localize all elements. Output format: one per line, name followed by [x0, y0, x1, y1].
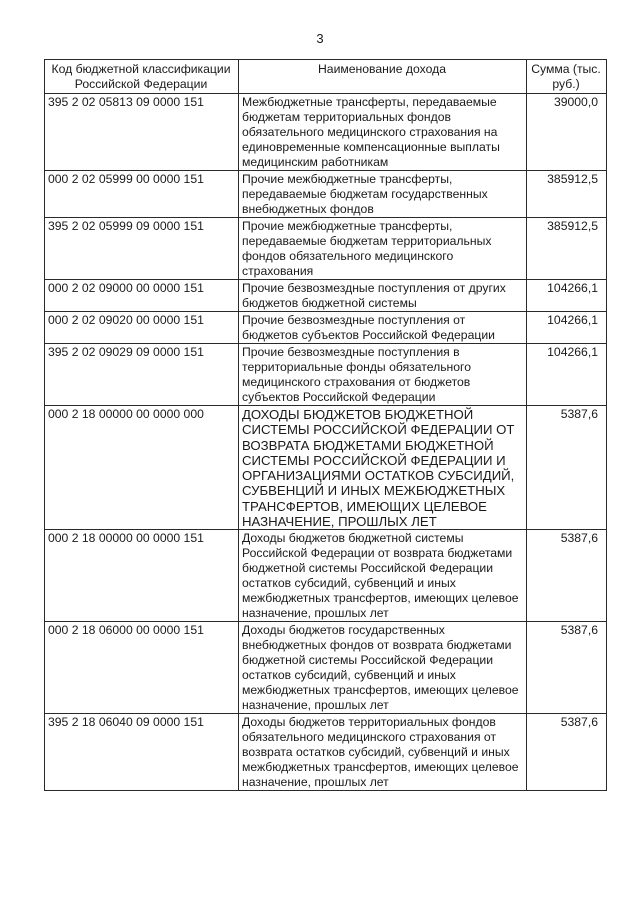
row-name: Прочие межбюджетные трансферты, передаваемые бюджетам территориальных фондов обязательного медицинского страхования	[239, 218, 527, 280]
row-code: 000 2 02 05999 00 0000 151	[45, 171, 239, 218]
row-name: Прочие межбюджетные трансферты, передаваемые бюджетам государственных внебюджетных фондов	[239, 171, 527, 218]
table-row	[45, 218, 607, 280]
table-row	[45, 344, 607, 406]
table-row	[45, 171, 607, 218]
row-name: Прочие безвозмездные поступления от других бюджетов бюджетной системы	[239, 280, 527, 312]
row-amount: 385912,5	[527, 218, 607, 280]
row-amount: 5387,6	[527, 406, 607, 530]
table-row	[45, 280, 607, 312]
row-name: Доходы бюджетов территориальных фондов обязательного медицинского страхования от возврата остатков субсидий, субвенций и иных межбюджетных трансфертов, имеющих целевое назначение, прошлых лет	[239, 714, 527, 791]
header-amount: Сумма (тыс. руб.)	[527, 60, 607, 94]
row-amount: 5387,6	[527, 714, 607, 791]
row-name: Межбюджетные трансферты, передаваемые бюджетам территориальных фондов обязательного медицинского страхования на единовременные компенсационные выплаты медицинским работникам	[239, 94, 527, 171]
row-amount: 5387,6	[527, 622, 607, 714]
row-amount: 385912,5	[527, 171, 607, 218]
row-code: 395 2 02 05999 09 0000 151	[45, 218, 239, 280]
row-name: Доходы бюджетов бюджетной системы Российской Федерации от возврата бюджетами бюджетной системы Российской Федерации остатков субсидий, субвенций и иных межбюджетных трансфертов, имеющих целевое назначение, прошлых лет	[239, 530, 527, 622]
row-code: 395 2 02 05813 09 0000 151	[45, 94, 239, 171]
row-code: 000 2 18 06000 00 0000 151	[45, 622, 239, 714]
row-code: 000 2 18 00000 00 0000 000	[45, 406, 239, 530]
row-amount: 39000,0	[527, 94, 607, 171]
header-name: Наименование дохода	[239, 60, 527, 94]
table-row	[45, 94, 607, 171]
row-code: 000 2 18 00000 00 0000 151	[45, 530, 239, 622]
table-row	[45, 622, 607, 714]
header-code: Код бюджетной классификации Российской Федерации	[45, 60, 239, 94]
budget-revenue-table	[44, 59, 607, 791]
row-code: 000 2 02 09000 00 0000 151	[45, 280, 239, 312]
row-name: Доходы бюджетов государственных внебюджетных фондов от возврата бюджетами бюджетной системы Российской Федерации остатков субсидий, субвенций и иных межбюджетных трансфертов, имеющих целевое назначение, прошлых лет	[239, 622, 527, 714]
table-row	[45, 312, 607, 344]
row-amount: 104266,1	[527, 312, 607, 344]
row-name: Прочие безвозмездные поступления в территориальные фонды обязательного медицинского страхования от бюджетов субъектов Российской Федерации	[239, 344, 527, 406]
page-number: 3	[316, 31, 324, 46]
table-row	[45, 530, 607, 622]
table-row	[45, 406, 607, 530]
row-amount: 104266,1	[527, 344, 607, 406]
row-name: Прочие безвозмездные поступления от бюджетов субъектов Российской Федерации	[239, 312, 527, 344]
row-name: ДОХОДЫ БЮДЖЕТОВ БЮДЖЕТНОЙ СИСТЕМЫ РОССИЙСКОЙ ФЕДЕРАЦИИ ОТ ВОЗВРАТА БЮДЖЕТАМИ БЮДЖЕТНОЙ СИСТЕМЫ РОССИЙСКОЙ ФЕДЕРАЦИИ И ОРГАНИЗАЦИЯМИ ОСТАТКОВ СУБСИДИЙ, СУБВЕНЦИЙ И ИНЫХ МЕЖБЮДЖЕТНЫХ ТРАНСФЕРТОВ, ИМЕЮЩИХ ЦЕЛЕВОЕ НАЗНАЧЕНИЕ, ПРОШЛЫХ ЛЕТ	[239, 406, 527, 530]
table-row	[45, 714, 607, 791]
row-code: 000 2 02 09020 00 0000 151	[45, 312, 239, 344]
row-amount: 5387,6	[527, 530, 607, 622]
row-amount: 104266,1	[527, 280, 607, 312]
row-code: 395 2 18 06040 09 0000 151	[45, 714, 239, 791]
row-code: 395 2 02 09029 09 0000 151	[45, 344, 239, 406]
table-header-row	[45, 60, 607, 94]
